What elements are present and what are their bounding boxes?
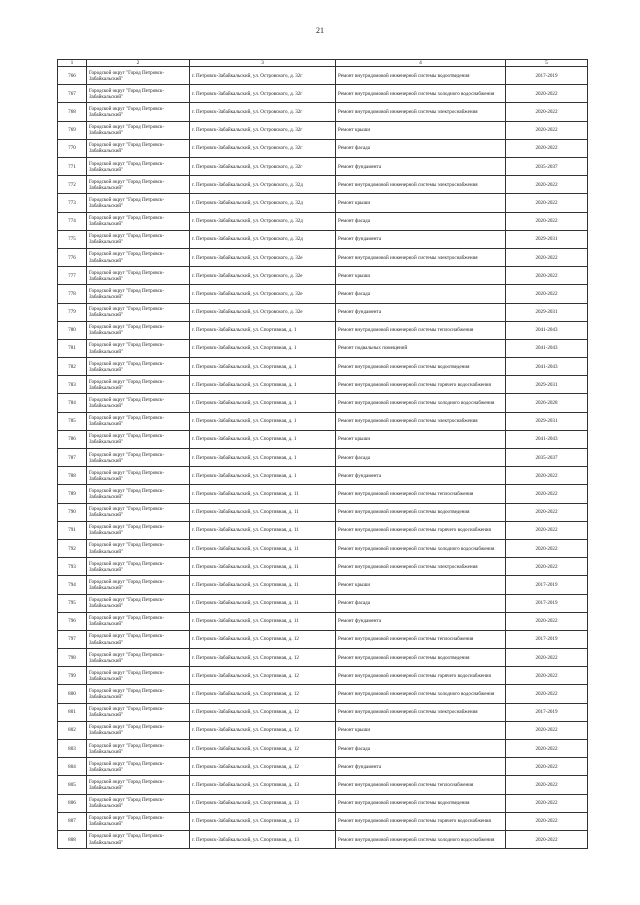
row-number: 777 — [58, 267, 87, 285]
table-row — [58, 412, 588, 430]
table-row — [58, 376, 588, 394]
table-row — [58, 449, 588, 467]
period-cell: 2020-2022 — [506, 176, 588, 194]
table-row — [58, 194, 588, 212]
table-row — [58, 830, 588, 848]
municipality-cell: Городской округ "Город Петровск-Забайкальский" — [87, 376, 190, 394]
period-cell: 2020-2022 — [506, 794, 588, 812]
column-header: 3 — [190, 60, 336, 67]
row-number: 803 — [58, 740, 87, 758]
address-cell: г. Петровск-Забайкальский, ул. Спортивная, д. 12 — [190, 649, 336, 667]
municipality-cell: Городской округ "Город Петровск-Забайкальский" — [87, 721, 190, 739]
works-table — [57, 59, 588, 849]
work-type-cell: Ремонт внутридомовой инженерной системы электроснабжения — [336, 703, 506, 721]
table-row — [58, 794, 588, 812]
row-number: 808 — [58, 830, 87, 848]
municipality-cell: Городской округ "Город Петровск-Забайкальский" — [87, 594, 190, 612]
header-row — [58, 60, 588, 67]
row-number: 790 — [58, 503, 87, 521]
municipality-cell: Городской округ "Город Петровск-Забайкальский" — [87, 830, 190, 848]
row-number: 791 — [58, 521, 87, 539]
municipality-cell: Городской округ "Город Петровск-Забайкальский" — [87, 612, 190, 630]
work-type-cell: Ремонт внутридомовой инженерной системы холодного водоснабжения — [336, 394, 506, 412]
row-number: 800 — [58, 685, 87, 703]
row-number: 802 — [58, 721, 87, 739]
row-number: 797 — [58, 630, 87, 648]
address-cell: г. Петровск-Забайкальский, ул. Спортивная, д. 13 — [190, 776, 336, 794]
work-type-cell: Ремонт внутридомовой инженерной системы холодного водоснабжения — [336, 830, 506, 848]
row-number: 807 — [58, 812, 87, 830]
work-type-cell: Ремонт внутридомовой инженерной системы теплоснабжения — [336, 485, 506, 503]
period-cell: 2020-2022 — [506, 539, 588, 557]
period-cell: 2020-2022 — [506, 521, 588, 539]
municipality-cell: Городской округ "Город Петровск-Забайкальский" — [87, 248, 190, 266]
municipality-cell: Городской округ "Город Петровск-Забайкальский" — [87, 485, 190, 503]
table-row — [58, 176, 588, 194]
municipality-cell: Городской округ "Город Петровск-Забайкальский" — [87, 358, 190, 376]
municipality-cell: Городской округ "Город Петровск-Забайкальский" — [87, 576, 190, 594]
work-type-cell: Ремонт подвальных помещений — [336, 339, 506, 357]
table-row — [58, 776, 588, 794]
row-number: 806 — [58, 794, 87, 812]
work-type-cell: Ремонт внутридомовой инженерной системы водоотведения — [336, 503, 506, 521]
row-number: 770 — [58, 139, 87, 157]
row-number: 767 — [58, 85, 87, 103]
work-type-cell: Ремонт фундамента — [336, 758, 506, 776]
municipality-cell: Городской округ "Город Петровск-Забайкальский" — [87, 67, 190, 85]
work-type-cell: Ремонт фасада — [336, 139, 506, 157]
table-row — [58, 812, 588, 830]
work-type-cell: Ремонт внутридомовой инженерной системы холодного водоснабжения — [336, 539, 506, 557]
period-cell: 2020-2022 — [506, 612, 588, 630]
table-row — [58, 576, 588, 594]
municipality-cell: Городской округ "Город Петровск-Забайкальский" — [87, 303, 190, 321]
page-number: 21 — [316, 26, 324, 35]
municipality-cell: Городской округ "Город Петровск-Забайкальский" — [87, 812, 190, 830]
period-cell: 2020-2022 — [506, 685, 588, 703]
work-type-cell: Ремонт фундамента — [336, 467, 506, 485]
row-number: 782 — [58, 358, 87, 376]
period-cell: 2020-2022 — [506, 139, 588, 157]
row-number: 780 — [58, 321, 87, 339]
municipality-cell: Городской округ "Город Петровск-Забайкальский" — [87, 85, 190, 103]
address-cell: г. Петровск-Забайкальский, ул. Спортивная, д. 1 — [190, 394, 336, 412]
table-row — [58, 612, 588, 630]
address-cell: г. Петровск-Забайкальский, ул. Островского, д. 32г — [190, 121, 336, 139]
table-row — [58, 685, 588, 703]
period-cell: 2020-2022 — [506, 812, 588, 830]
work-type-cell: Ремонт внутридомовой инженерной системы электроснабжения — [336, 176, 506, 194]
municipality-cell: Городской округ "Город Петровск-Забайкальский" — [87, 685, 190, 703]
municipality-cell: Городской округ "Город Петровск-Забайкальский" — [87, 412, 190, 430]
municipality-cell: Городской округ "Город Петровск-Забайкальский" — [87, 121, 190, 139]
row-number: 783 — [58, 376, 87, 394]
period-cell: 2020-2022 — [506, 267, 588, 285]
municipality-cell: Городской округ "Город Петровск-Забайкальский" — [87, 503, 190, 521]
work-type-cell: Ремонт внутридомовой инженерной системы горячего водоснабжения — [336, 812, 506, 830]
table-row — [58, 558, 588, 576]
period-cell: 2020-2022 — [506, 212, 588, 230]
work-type-cell: Ремонт внутридомовой инженерной системы горячего водоснабжения — [336, 376, 506, 394]
municipality-cell: Городской округ "Город Петровск-Забайкальский" — [87, 230, 190, 248]
work-type-cell: Ремонт внутридомовой инженерной системы теплоснабжения — [336, 321, 506, 339]
address-cell: г. Петровск-Забайкальский, ул. Островского, д. 32е — [190, 303, 336, 321]
work-type-cell: Ремонт внутридомовой инженерной системы холодного водоснабжения — [336, 685, 506, 703]
period-cell: 2017-2019 — [506, 67, 588, 85]
work-type-cell: Ремонт внутридомовой инженерной системы электроснабжения — [336, 412, 506, 430]
table-row — [58, 649, 588, 667]
municipality-cell: Городской округ "Город Петровск-Забайкальский" — [87, 212, 190, 230]
work-type-cell: Ремонт внутридомовой инженерной системы горячего водоснабжения — [336, 667, 506, 685]
address-cell: г. Петровск-Забайкальский, ул. Островского, д. 32д — [190, 194, 336, 212]
table-row — [58, 630, 588, 648]
column-header: 5 — [506, 60, 588, 67]
work-type-cell: Ремонт внутридомовой инженерной системы электроснабжения — [336, 248, 506, 266]
address-cell: г. Петровск-Забайкальский, ул. Спортивная, д. 12 — [190, 721, 336, 739]
work-type-cell: Ремонт крыши — [336, 576, 506, 594]
period-cell: 2020-2022 — [506, 85, 588, 103]
period-cell: 2020-2022 — [506, 667, 588, 685]
row-number: 786 — [58, 430, 87, 448]
work-type-cell: Ремонт крыши — [336, 267, 506, 285]
row-number: 794 — [58, 576, 87, 594]
table-row — [58, 158, 588, 176]
address-cell: г. Петровск-Забайкальский, ул. Островского, д. 32г — [190, 67, 336, 85]
table-row — [58, 103, 588, 121]
period-cell: 2017-2019 — [506, 576, 588, 594]
address-cell: г. Петровск-Забайкальский, ул. Островского, д. 32д — [190, 176, 336, 194]
address-cell: г. Петровск-Забайкальский, ул. Спортивная, д. 11 — [190, 558, 336, 576]
table-row — [58, 430, 588, 448]
table-row — [58, 67, 588, 85]
address-cell: г. Петровск-Забайкальский, ул. Островского, д. 32г — [190, 85, 336, 103]
period-cell: 2020-2022 — [506, 121, 588, 139]
address-cell: г. Петровск-Забайкальский, ул. Спортивная, д. 11 — [190, 503, 336, 521]
table-row — [58, 467, 588, 485]
work-type-cell: Ремонт внутридомовой инженерной системы водоотведения — [336, 794, 506, 812]
address-cell: г. Петровск-Забайкальский, ул. Островского, д. 32е — [190, 267, 336, 285]
address-cell: г. Петровск-Забайкальский, ул. Островского, д. 32г — [190, 103, 336, 121]
table-row — [58, 303, 588, 321]
period-cell: 2041-2043 — [506, 430, 588, 448]
municipality-cell: Городской округ "Город Петровск-Забайкальский" — [87, 430, 190, 448]
row-number: 766 — [58, 67, 87, 85]
address-cell: г. Петровск-Забайкальский, ул. Спортивная, д. 1 — [190, 467, 336, 485]
row-number: 781 — [58, 339, 87, 357]
municipality-cell: Городской округ "Город Петровск-Забайкальский" — [87, 776, 190, 794]
work-type-cell: Ремонт внутридомовой инженерной системы электроснабжения — [336, 558, 506, 576]
address-cell: г. Петровск-Забайкальский, ул. Островского, д. 32г — [190, 158, 336, 176]
row-number: 796 — [58, 612, 87, 630]
row-number: 785 — [58, 412, 87, 430]
row-number: 793 — [58, 558, 87, 576]
municipality-cell: Городской округ "Город Петровск-Забайкальский" — [87, 703, 190, 721]
period-cell: 2017-2019 — [506, 630, 588, 648]
table-row — [58, 740, 588, 758]
period-cell: 2020-2022 — [506, 485, 588, 503]
row-number: 804 — [58, 758, 87, 776]
row-number: 778 — [58, 285, 87, 303]
address-cell: г. Петровск-Забайкальский, ул. Спортивная, д. 11 — [190, 521, 336, 539]
period-cell: 2029-2031 — [506, 230, 588, 248]
row-number: 769 — [58, 121, 87, 139]
row-number: 779 — [58, 303, 87, 321]
period-cell: 2017-2019 — [506, 703, 588, 721]
municipality-cell: Городской округ "Город Петровск-Забайкальский" — [87, 176, 190, 194]
address-cell: г. Петровск-Забайкальский, ул. Спортивная, д. 11 — [190, 612, 336, 630]
municipality-cell: Городской округ "Город Петровск-Забайкальский" — [87, 740, 190, 758]
table-row — [58, 539, 588, 557]
address-cell: г. Петровск-Забайкальский, ул. Спортивная, д. 12 — [190, 758, 336, 776]
address-cell: г. Петровск-Забайкальский, ул. Спортивная, д. 11 — [190, 576, 336, 594]
table-row — [58, 521, 588, 539]
address-cell: г. Петровск-Забайкальский, ул. Спортивная, д. 1 — [190, 412, 336, 430]
period-cell: 2029-2031 — [506, 412, 588, 430]
period-cell: 2020-2022 — [506, 103, 588, 121]
municipality-cell: Городской округ "Город Петровск-Забайкальский" — [87, 630, 190, 648]
work-type-cell: Ремонт внутридомовой инженерной системы водоотведения — [336, 358, 506, 376]
row-number: 795 — [58, 594, 87, 612]
table-row — [58, 758, 588, 776]
row-number: 784 — [58, 394, 87, 412]
work-type-cell: Ремонт внутридомовой инженерной системы водоотведения — [336, 67, 506, 85]
work-type-cell: Ремонт фундамента — [336, 612, 506, 630]
table-row — [58, 594, 588, 612]
address-cell: г. Петровск-Забайкальский, ул. Островского, д. 32е — [190, 285, 336, 303]
municipality-cell: Городской округ "Город Петровск-Забайкальский" — [87, 667, 190, 685]
period-cell: 2020-2022 — [506, 776, 588, 794]
row-number: 776 — [58, 248, 87, 266]
table-row — [58, 139, 588, 157]
work-type-cell: Ремонт фасада — [336, 740, 506, 758]
work-type-cell: Ремонт фасада — [336, 285, 506, 303]
work-type-cell: Ремонт крыши — [336, 430, 506, 448]
work-type-cell: Ремонт внутридомовой инженерной системы холодного водоснабжения — [336, 85, 506, 103]
column-header: 4 — [336, 60, 506, 67]
table-row — [58, 339, 588, 357]
period-cell: 2020-2022 — [506, 649, 588, 667]
work-type-cell: Ремонт фасада — [336, 212, 506, 230]
municipality-cell: Городской округ "Город Петровск-Забайкальский" — [87, 339, 190, 357]
column-header: 1 — [58, 60, 87, 67]
row-number: 798 — [58, 649, 87, 667]
period-cell: 2035-2037 — [506, 158, 588, 176]
row-number: 768 — [58, 103, 87, 121]
municipality-cell: Городской округ "Город Петровск-Забайкальский" — [87, 285, 190, 303]
table-row — [58, 121, 588, 139]
address-cell: г. Петровск-Забайкальский, ул. Спортивная, д. 1 — [190, 430, 336, 448]
address-cell: г. Петровск-Забайкальский, ул. Островского, д. 32д — [190, 212, 336, 230]
address-cell: г. Петровск-Забайкальский, ул. Островского, д. 32е — [190, 248, 336, 266]
address-cell: г. Петровск-Забайкальский, ул. Островского, д. 32г — [190, 139, 336, 157]
table-row — [58, 212, 588, 230]
address-cell: г. Петровск-Забайкальский, ул. Спортивная, д. 12 — [190, 630, 336, 648]
work-type-cell: Ремонт внутридомовой инженерной системы теплоснабжения — [336, 630, 506, 648]
period-cell: 2026-2028 — [506, 394, 588, 412]
period-cell: 2041-2043 — [506, 321, 588, 339]
row-number: 788 — [58, 467, 87, 485]
period-cell: 2020-2022 — [506, 740, 588, 758]
address-cell: г. Петровск-Забайкальский, ул. Спортивная, д. 1 — [190, 339, 336, 357]
table-row — [58, 85, 588, 103]
work-type-cell: Ремонт фасада — [336, 449, 506, 467]
row-number: 801 — [58, 703, 87, 721]
address-cell: г. Петровск-Забайкальский, ул. Спортивная, д. 12 — [190, 740, 336, 758]
period-cell: 2020-2022 — [506, 285, 588, 303]
address-cell: г. Петровск-Забайкальский, ул. Спортивная, д. 1 — [190, 449, 336, 467]
row-number: 799 — [58, 667, 87, 685]
address-cell: г. Петровск-Забайкальский, ул. Спортивная, д. 13 — [190, 812, 336, 830]
municipality-cell: Городской округ "Город Петровск-Забайкальский" — [87, 558, 190, 576]
municipality-cell: Городской округ "Город Петровск-Забайкальский" — [87, 467, 190, 485]
address-cell: г. Петровск-Забайкальский, ул. Спортивная, д. 1 — [190, 321, 336, 339]
work-type-cell: Ремонт внутридомовой инженерной системы электроснабжения — [336, 103, 506, 121]
address-cell: г. Петровск-Забайкальский, ул. Спортивная, д. 12 — [190, 685, 336, 703]
table-row — [58, 703, 588, 721]
period-cell: 2020-2022 — [506, 830, 588, 848]
work-type-cell: Ремонт внутридомовой инженерной системы теплоснабжения — [336, 776, 506, 794]
table-row — [58, 721, 588, 739]
period-cell: 2029-2031 — [506, 376, 588, 394]
row-number: 789 — [58, 485, 87, 503]
municipality-cell: Городской округ "Город Петровск-Забайкальский" — [87, 267, 190, 285]
period-cell: 2041-2043 — [506, 358, 588, 376]
municipality-cell: Городской округ "Город Петровск-Забайкальский" — [87, 521, 190, 539]
table-row — [58, 230, 588, 248]
address-cell: г. Петровск-Забайкальский, ул. Спортивная, д. 1 — [190, 358, 336, 376]
table-body — [58, 67, 588, 849]
period-cell: 2041-2043 — [506, 339, 588, 357]
municipality-cell: Городской округ "Город Петровск-Забайкальский" — [87, 649, 190, 667]
municipality-cell: Городской округ "Город Петровск-Забайкальский" — [87, 794, 190, 812]
row-number: 772 — [58, 176, 87, 194]
period-cell: 2020-2022 — [506, 721, 588, 739]
table-row — [58, 667, 588, 685]
work-type-cell: Ремонт фасада — [336, 594, 506, 612]
period-cell: 2035-2037 — [506, 449, 588, 467]
work-type-cell: Ремонт внутридомовой инженерной системы горячего водоснабжения — [336, 521, 506, 539]
municipality-cell: Городской округ "Город Петровск-Забайкальский" — [87, 758, 190, 776]
row-number: 805 — [58, 776, 87, 794]
address-cell: г. Петровск-Забайкальский, ул. Спортивная, д. 1 — [190, 376, 336, 394]
address-cell: г. Петровск-Забайкальский, ул. Спортивная, д. 12 — [190, 703, 336, 721]
municipality-cell: Городской округ "Город Петровск-Забайкальский" — [87, 394, 190, 412]
municipality-cell: Городской округ "Город Петровск-Забайкальский" — [87, 539, 190, 557]
period-cell: 2017-2019 — [506, 594, 588, 612]
period-cell: 2020-2022 — [506, 467, 588, 485]
period-cell: 2020-2022 — [506, 558, 588, 576]
work-type-cell: Ремонт фундамента — [336, 158, 506, 176]
period-cell: 2020-2022 — [506, 194, 588, 212]
municipality-cell: Городской округ "Город Петровск-Забайкальский" — [87, 449, 190, 467]
table-row — [58, 285, 588, 303]
work-type-cell: Ремонт фундамента — [336, 303, 506, 321]
municipality-cell: Городской округ "Город Петровск-Забайкальский" — [87, 103, 190, 121]
table-row — [58, 394, 588, 412]
table-row — [58, 248, 588, 266]
table-row — [58, 503, 588, 521]
municipality-cell: Городской округ "Город Петровск-Забайкальский" — [87, 139, 190, 157]
municipality-cell: Городской округ "Город Петровск-Забайкальский" — [87, 194, 190, 212]
table-row — [58, 321, 588, 339]
period-cell: 2029-2031 — [506, 303, 588, 321]
table-row — [58, 485, 588, 503]
work-type-cell: Ремонт крыши — [336, 721, 506, 739]
period-cell: 2020-2022 — [506, 503, 588, 521]
row-number: 792 — [58, 539, 87, 557]
address-cell: г. Петровск-Забайкальский, ул. Спортивная, д. 11 — [190, 485, 336, 503]
address-cell: г. Петровск-Забайкальский, ул. Островского, д. 32д — [190, 230, 336, 248]
address-cell: г. Петровск-Забайкальский, ул. Спортивная, д. 13 — [190, 794, 336, 812]
row-number: 775 — [58, 230, 87, 248]
period-cell: 2020-2022 — [506, 758, 588, 776]
work-type-cell: Ремонт внутридомовой инженерной системы водоотведения — [336, 649, 506, 667]
period-cell: 2020-2022 — [506, 248, 588, 266]
municipality-cell: Городской округ "Город Петровск-Забайкальский" — [87, 158, 190, 176]
address-cell: г. Петровск-Забайкальский, ул. Спортивная, д. 11 — [190, 539, 336, 557]
row-number: 771 — [58, 158, 87, 176]
work-type-cell: Ремонт крыши — [336, 121, 506, 139]
work-type-cell: Ремонт крыши — [336, 194, 506, 212]
address-cell: г. Петровск-Забайкальский, ул. Спортивная, д. 11 — [190, 594, 336, 612]
table-row — [58, 267, 588, 285]
table-row — [58, 358, 588, 376]
row-number: 787 — [58, 449, 87, 467]
address-cell: г. Петровск-Забайкальский, ул. Спортивная, д. 13 — [190, 830, 336, 848]
row-number: 773 — [58, 194, 87, 212]
address-cell: г. Петровск-Забайкальский, ул. Спортивная, д. 12 — [190, 667, 336, 685]
work-type-cell: Ремонт фундамента — [336, 230, 506, 248]
municipality-cell: Городской округ "Город Петровск-Забайкальский" — [87, 321, 190, 339]
row-number: 774 — [58, 212, 87, 230]
column-header: 2 — [87, 60, 190, 67]
